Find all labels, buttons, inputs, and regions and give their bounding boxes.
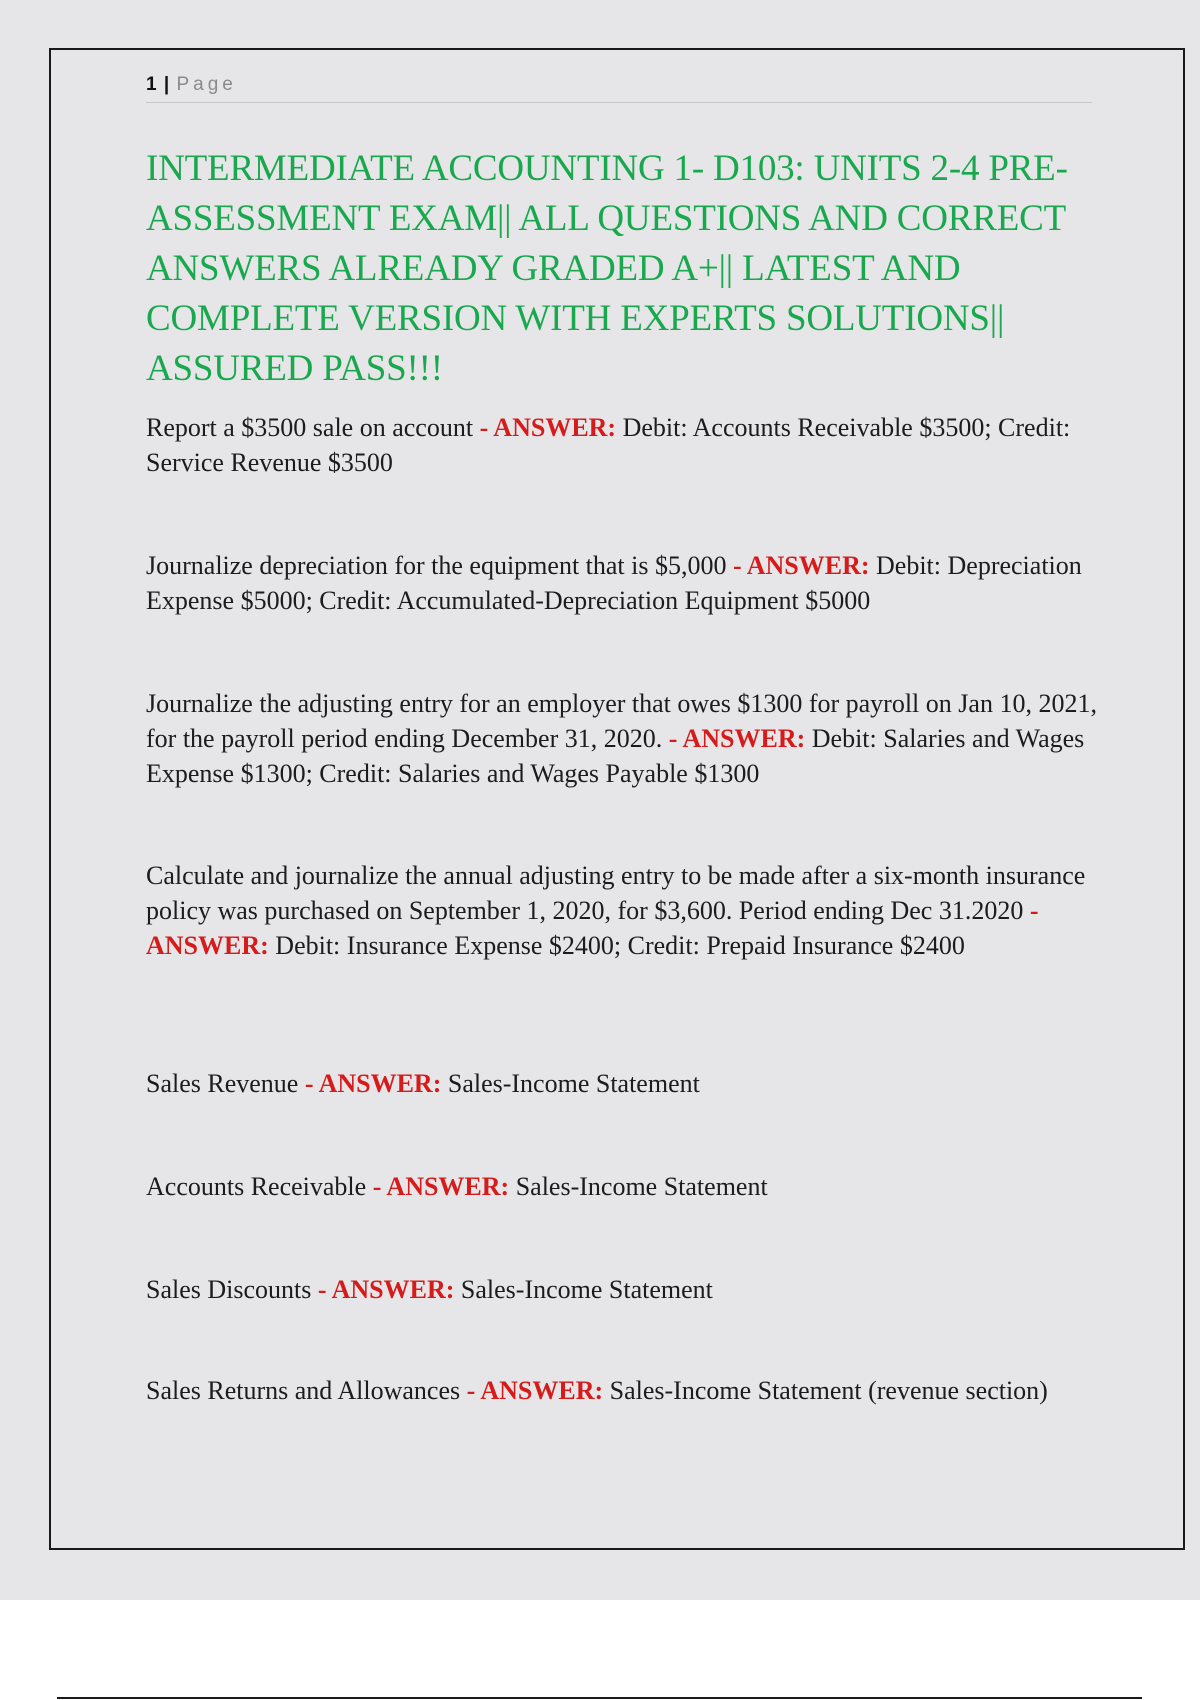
answer-text: Debit: Depreciation Expense $5000; Credit: Accumulated-Depreciation Equipment $5000 [146, 551, 1082, 615]
question-text: Sales Revenue [146, 1069, 299, 1098]
answer-text: Debit: Salaries and Wages Expense $1300; Credit: Salaries and Wages Payable $1300 [146, 724, 1085, 788]
qa-item-7 [146, 1272, 1106, 1307]
answer-label: - ANSWER: [479, 413, 617, 442]
page-label: Page [176, 74, 237, 95]
document-title: INTERMEDIATE ACCOUNTING 1- D103: UNITS 2-4 PRE-ASSESSMENT EXAM|| ALL QUESTIONS AND CORRECT ANSWERS ALREADY GRADED A+|| LATEST AND COMPLETE VERSION WITH EXPERTS SOLUTIONS|| ASSURED PASS!!! [146, 148, 1068, 389]
question-text: Journalize depreciation for the equipment that is $5,000 [146, 551, 727, 580]
answer-label: - ANSWER: [372, 1172, 510, 1201]
qa-item-1 [146, 410, 1106, 480]
qa-item-3 [146, 686, 1106, 791]
answer-text: Sales-Income Statement [447, 1069, 700, 1098]
footer-divider [57, 1697, 1142, 1699]
qa-item-2 [146, 548, 1106, 618]
question-text: Sales Returns and Allowances [146, 1376, 461, 1405]
answer-text: Sales-Income Statement [515, 1172, 768, 1201]
page-separator: | [163, 74, 170, 95]
answer-text: Debit: Insurance Expense $2400; Credit: Prepaid Insurance $2400 [275, 931, 965, 960]
answer-label: - ANSWER: [733, 551, 870, 580]
question-text: Calculate and journalize the annual adjusting entry to be made after a six-month insurance policy was purchased on September 1, 2020, for $3,600. Period ending Dec 31.2020 [146, 861, 1086, 925]
question-text: Report a $3500 sale on account [146, 413, 474, 442]
answer-label: - ANSWER: [146, 896, 1039, 960]
question-text: Sales Discounts [146, 1275, 312, 1304]
qa-item-6 [146, 1169, 1106, 1204]
qa-item-5 [146, 1066, 1106, 1101]
answer-label: - ANSWER: [317, 1275, 455, 1304]
answer-text: Debit: Accounts Receivable $3500; Credit: Service Revenue $3500 [146, 413, 1071, 477]
answer-label: - ANSWER: [668, 724, 806, 753]
question-text: Accounts Receivable [146, 1172, 367, 1201]
qa-item-8 [146, 1373, 1106, 1408]
page-header [146, 74, 1092, 103]
question-text: Journalize the adjusting entry for an employer that owes $1300 for payroll on Jan 10, 2021, for the payroll period ending December 31, 2020. [146, 689, 1097, 753]
answer-text: Sales-Income Statement (revenue section) [609, 1376, 1048, 1405]
answer-label: - ANSWER: [304, 1069, 442, 1098]
answer-text: Sales-Income Statement [460, 1275, 713, 1304]
qa-item-4 [146, 858, 1106, 963]
answer-label: - ANSWER: [466, 1376, 604, 1405]
page-number: 1 [146, 74, 157, 95]
